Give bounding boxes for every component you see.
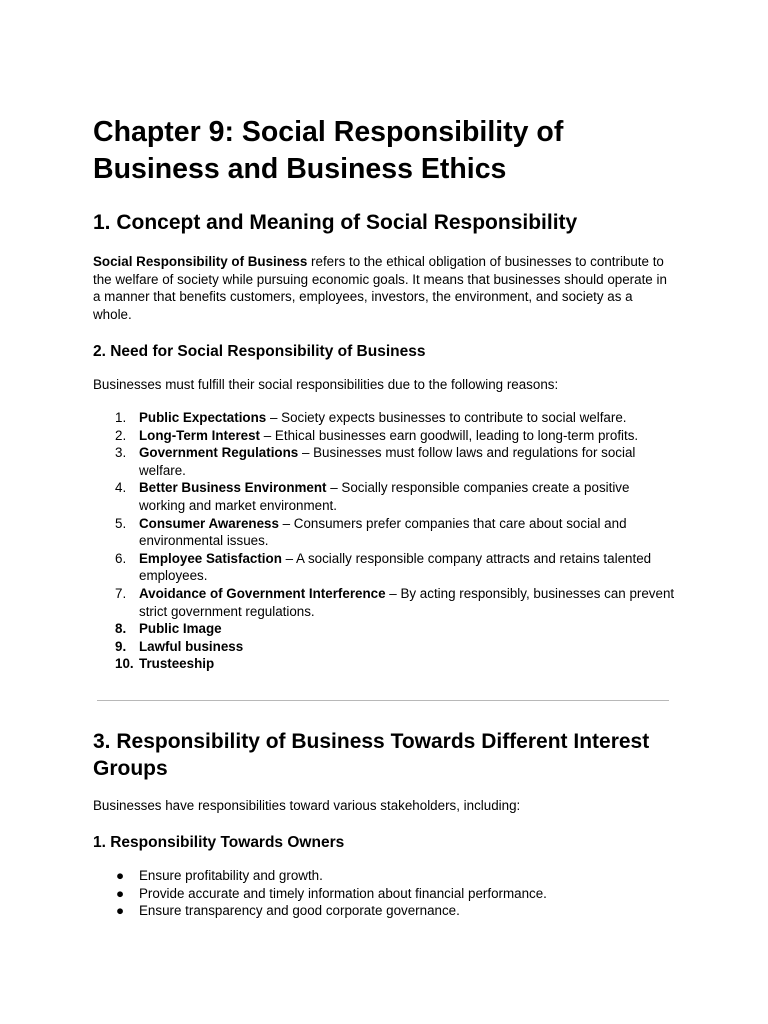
list-number: 1. — [115, 410, 127, 425]
reasons-list — [93, 409, 675, 673]
list-item — [93, 550, 675, 585]
owners-list — [93, 867, 675, 920]
concept-term: Social Responsibility of Business — [93, 254, 308, 269]
list-number: 4. — [115, 480, 127, 496]
list-item — [93, 444, 675, 479]
list-item — [93, 902, 675, 920]
bullet-icon: ● — [116, 903, 125, 919]
reason-term: Consumer Awareness — [139, 515, 279, 531]
horizontal-divider — [97, 700, 669, 701]
reason-text: – Consumers prefer companies that care about social and environmental issues. — [139, 515, 627, 549]
owner-responsibility: Ensure profitability and growth. — [139, 868, 323, 883]
list-item — [93, 638, 675, 656]
reason-term: Public Image — [139, 621, 222, 637]
owner-responsibility: Ensure transparency and good corporate governance. — [139, 903, 460, 919]
bullet-icon: ● — [116, 885, 125, 901]
reason-term: Lawful business — [139, 638, 244, 654]
stakeholders-intro: Businesses have responsibilities toward various stakeholders, including: — [93, 798, 521, 813]
reason-text: – Society expects businesses to contribute to social welfare. — [266, 410, 627, 425]
reason-term: Trusteeship — [139, 656, 215, 672]
list-item — [93, 620, 675, 638]
list-number: 5. — [115, 515, 127, 531]
section-1-heading: 1. Concept and Meaning of Social Responsibility — [93, 211, 578, 234]
reason-term: Government Regulations — [139, 445, 299, 461]
reason-term: Public Expectations — [139, 410, 267, 425]
section-3-heading: 3. Responsibility of Business Towards Different Interest Groups — [93, 730, 650, 780]
list-item — [93, 655, 675, 673]
reason-term: Employee Satisfaction — [139, 550, 282, 566]
reason-text: – Businesses must follow laws and regulations for social welfare. — [139, 445, 636, 478]
list-number: 9. — [115, 638, 127, 654]
list-item — [93, 515, 675, 550]
reason-term: Long-Term Interest — [139, 427, 261, 443]
list-item — [93, 409, 675, 427]
reason-text: – Ethical businesses earn goodwill, leading to long-term profits. — [260, 427, 639, 443]
list-number: 10. — [115, 656, 134, 672]
bullet-icon: ● — [116, 868, 125, 883]
list-number: 3. — [115, 445, 127, 461]
owners-heading: 1. Responsibility Towards Owners — [93, 834, 345, 851]
list-item — [93, 427, 675, 445]
reason-term: Better Business Environment — [139, 480, 327, 496]
reason-text: – A socially responsible company attracts and retains talented employees. — [139, 550, 652, 584]
owner-responsibility: Provide accurate and timely information about financial performance. — [139, 885, 547, 901]
list-item — [93, 585, 675, 620]
reasons-intro: Businesses must fulfill their social responsibilities due to the following reasons: — [93, 377, 559, 392]
concept-paragraph — [93, 253, 675, 323]
list-number: 7. — [115, 585, 127, 601]
list-number: 6. — [115, 550, 127, 566]
list-item — [93, 479, 675, 514]
concept-text: refers to the ethical obligation of businesses to contribute to the welfare of society while pursuing economic goals. It means that businesses should operate in a manner that benefits customers, employees, investors, the environment, and society as a whole. — [93, 254, 667, 322]
section-2-heading: 2. Need for Social Responsibility of Business — [93, 343, 426, 360]
list-number: 8. — [115, 621, 127, 637]
reason-term: Avoidance of Government Interference — [139, 585, 386, 601]
list-number: 2. — [115, 427, 127, 443]
page-title: Chapter 9: Social Responsibility of Business and Business Ethics — [93, 116, 564, 185]
reason-text: – By acting responsibly, businesses can prevent strict government regulations. — [139, 585, 675, 619]
list-item — [93, 867, 675, 885]
list-item — [93, 885, 675, 903]
reason-text: – Socially responsible companies create a positive working and market environment. — [139, 480, 630, 513]
